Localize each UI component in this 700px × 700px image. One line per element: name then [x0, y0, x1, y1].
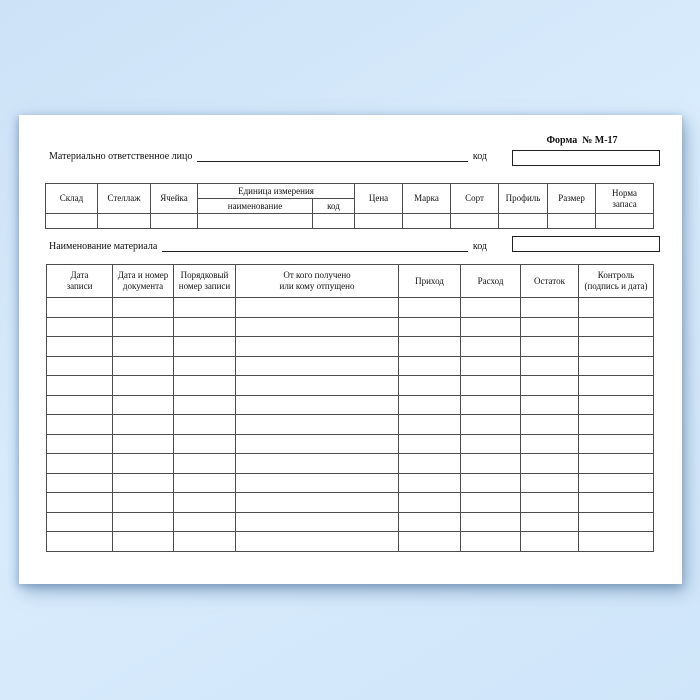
ledger-cell[interactable] — [47, 317, 113, 337]
ledger-cell[interactable] — [579, 473, 654, 493]
stock-ledger-table — [46, 264, 654, 552]
ledger-cell[interactable] — [521, 317, 579, 337]
ledger-cell[interactable] — [47, 532, 113, 552]
ledger-cell[interactable] — [521, 532, 579, 552]
ledger-cell[interactable] — [399, 298, 461, 318]
ledger-cell[interactable] — [399, 473, 461, 493]
ledger-cell[interactable] — [521, 376, 579, 396]
ledger-cell[interactable] — [461, 317, 521, 337]
ledger-cell[interactable] — [521, 493, 579, 513]
ledger-cell[interactable] — [236, 473, 399, 493]
ledger-cell[interactable] — [47, 473, 113, 493]
ledger-cell[interactable] — [113, 532, 174, 552]
ledger-cell[interactable] — [113, 434, 174, 454]
ledger-cell[interactable] — [521, 454, 579, 474]
ledger-cell[interactable] — [399, 356, 461, 376]
ledger-col-serial-number: Порядковый номер записи — [174, 265, 236, 298]
ledger-cell[interactable] — [461, 415, 521, 435]
ledger-cell[interactable] — [47, 454, 113, 474]
ledger-col-doc-date-number: Дата и номер документа — [113, 265, 174, 298]
ledger-col-control: Контроль (подпись и дата) — [579, 265, 654, 298]
ledger-col-expense: Расход — [461, 265, 521, 298]
ledger-cell[interactable] — [174, 415, 236, 435]
ledger-col-record-date: Дата записи — [47, 265, 113, 298]
ledger-cell[interactable] — [113, 337, 174, 357]
ledger-cell[interactable] — [113, 512, 174, 532]
spec-col-unit-code: код — [313, 199, 355, 214]
ledger-cell[interactable] — [579, 298, 654, 318]
material-name-label: Наименование материала — [49, 241, 158, 252]
ledger-cell[interactable] — [579, 434, 654, 454]
ledger-cell[interactable] — [174, 337, 236, 357]
ledger-cell[interactable] — [47, 376, 113, 396]
ledger-cell[interactable] — [236, 512, 399, 532]
ledger-cell[interactable] — [461, 493, 521, 513]
ledger-cell[interactable] — [236, 532, 399, 552]
ledger-cell[interactable] — [461, 356, 521, 376]
ledger-cell[interactable] — [174, 454, 236, 474]
ledger-cell[interactable] — [579, 454, 654, 474]
spec-col-rack: Стеллаж — [98, 184, 151, 214]
responsible-person-code-box[interactable] — [512, 150, 660, 166]
ledger-cell[interactable] — [461, 376, 521, 396]
spec-cell[interactable] — [596, 214, 654, 229]
ledger-cell[interactable] — [236, 298, 399, 318]
ledger-cell[interactable] — [47, 434, 113, 454]
ledger-col-income: Приход — [399, 265, 461, 298]
ledger-cell[interactable] — [521, 356, 579, 376]
ledger-cell[interactable] — [461, 532, 521, 552]
spec-cell[interactable] — [451, 214, 499, 229]
ledger-cell[interactable] — [521, 415, 579, 435]
responsible-person-label: Материально ответственное лицо — [49, 151, 193, 162]
ledger-cell[interactable] — [579, 317, 654, 337]
ledger-cell[interactable] — [399, 454, 461, 474]
ledger-cell[interactable] — [236, 415, 399, 435]
ledger-row — [47, 532, 654, 552]
material-name-code-label: код — [472, 241, 487, 252]
ledger-cell[interactable] — [236, 493, 399, 513]
ledger-cell[interactable] — [521, 298, 579, 318]
spec-col-brand: Марка — [403, 184, 451, 214]
ledger-cell[interactable] — [47, 512, 113, 532]
ledger-cell[interactable] — [399, 317, 461, 337]
ledger-cell[interactable] — [236, 434, 399, 454]
ledger-cell[interactable] — [174, 356, 236, 376]
ledger-col-received-issued: От кого получено или кому отпущено — [236, 265, 399, 298]
form-sheet — [19, 115, 682, 584]
spec-col-profile: Профиль — [499, 184, 548, 214]
ledger-cell[interactable] — [113, 356, 174, 376]
ledger-row — [47, 376, 654, 396]
spec-cell[interactable] — [198, 214, 313, 229]
spec-col-warehouse: Склад — [46, 184, 98, 214]
spec-cell[interactable] — [98, 214, 151, 229]
ledger-cell[interactable] — [461, 298, 521, 318]
ledger-cell[interactable] — [521, 434, 579, 454]
ledger-cell[interactable] — [521, 395, 579, 415]
ledger-cell[interactable] — [174, 512, 236, 532]
spec-cell[interactable] — [151, 214, 198, 229]
ledger-row — [47, 298, 654, 318]
responsible-person-input-line[interactable] — [197, 149, 467, 162]
ledger-cell[interactable] — [47, 493, 113, 513]
spec-col-unit-name: наименование — [198, 199, 313, 214]
spec-cell[interactable] — [499, 214, 548, 229]
material-name-input-line[interactable] — [162, 239, 467, 252]
ledger-col-balance: Остаток — [521, 265, 579, 298]
spec-cell[interactable] — [548, 214, 596, 229]
ledger-row — [47, 415, 654, 435]
responsible-person-row — [49, 147, 487, 163]
ledger-cell[interactable] — [236, 356, 399, 376]
ledger-cell[interactable] — [174, 434, 236, 454]
ledger-cell[interactable] — [461, 512, 521, 532]
ledger-row — [47, 356, 654, 376]
ledger-cell[interactable] — [399, 512, 461, 532]
form-number-label: Форма № М-17 — [546, 135, 618, 146]
ledger-cell[interactable] — [399, 395, 461, 415]
ledger-cell[interactable] — [579, 395, 654, 415]
ledger-cell[interactable] — [47, 415, 113, 435]
ledger-cell[interactable] — [174, 493, 236, 513]
ledger-cell[interactable] — [113, 473, 174, 493]
ledger-cell[interactable] — [174, 317, 236, 337]
spec-cell[interactable] — [355, 214, 403, 229]
ledger-cell[interactable] — [174, 395, 236, 415]
ledger-cell[interactable] — [47, 337, 113, 357]
spec-col-unit-group: Единица измерения — [198, 184, 355, 199]
ledger-cell[interactable] — [521, 473, 579, 493]
ledger-cell[interactable] — [579, 376, 654, 396]
material-spec-table — [45, 183, 654, 229]
ledger-cell[interactable] — [113, 298, 174, 318]
spec-col-cell: Ячейка — [151, 184, 198, 214]
ledger-cell[interactable] — [579, 493, 654, 513]
spec-cell[interactable] — [313, 214, 355, 229]
ledger-cell[interactable] — [579, 512, 654, 532]
spec-cell[interactable] — [46, 214, 98, 229]
ledger-cell[interactable] — [113, 395, 174, 415]
ledger-row — [47, 317, 654, 337]
ledger-body — [47, 298, 654, 552]
ledger-row — [47, 337, 654, 357]
ledger-cell[interactable] — [399, 434, 461, 454]
ledger-cell[interactable] — [236, 454, 399, 474]
ledger-cell[interactable] — [399, 415, 461, 435]
material-name-code-box[interactable] — [512, 236, 660, 252]
ledger-row — [47, 473, 654, 493]
ledger-cell[interactable] — [521, 337, 579, 357]
ledger-row — [47, 454, 654, 474]
spec-col-grade: Сорт — [451, 184, 499, 214]
ledger-cell[interactable] — [113, 454, 174, 474]
ledger-cell[interactable] — [399, 337, 461, 357]
ledger-cell[interactable] — [174, 532, 236, 552]
spec-col-stock-norm: Норма запаса — [596, 184, 654, 214]
spec-col-size: Размер — [548, 184, 596, 214]
ledger-cell[interactable] — [399, 376, 461, 396]
ledger-row — [47, 493, 654, 513]
ledger-cell[interactable] — [113, 376, 174, 396]
ledger-cell[interactable] — [174, 298, 236, 318]
spec-header-row-1 — [46, 184, 654, 199]
ledger-row — [47, 512, 654, 532]
ledger-cell[interactable] — [174, 473, 236, 493]
ledger-header-row — [47, 265, 654, 298]
ledger-row — [47, 395, 654, 415]
spec-cell[interactable] — [403, 214, 451, 229]
ledger-cell[interactable] — [461, 454, 521, 474]
ledger-cell[interactable] — [236, 395, 399, 415]
ledger-cell[interactable] — [461, 395, 521, 415]
ledger-cell[interactable] — [47, 356, 113, 376]
ledger-cell[interactable] — [113, 317, 174, 337]
ledger-cell[interactable] — [174, 376, 236, 396]
ledger-cell[interactable] — [236, 337, 399, 357]
ledger-cell[interactable] — [579, 356, 654, 376]
ledger-cell[interactable] — [579, 415, 654, 435]
ledger-cell[interactable] — [113, 415, 174, 435]
spec-col-price: Цена — [355, 184, 403, 214]
ledger-row — [47, 434, 654, 454]
ledger-cell[interactable] — [521, 512, 579, 532]
ledger-cell[interactable] — [47, 395, 113, 415]
ledger-cell[interactable] — [236, 317, 399, 337]
ledger-cell[interactable] — [47, 298, 113, 318]
material-name-row — [49, 237, 487, 253]
ledger-cell[interactable] — [236, 376, 399, 396]
ledger-cell[interactable] — [399, 493, 461, 513]
ledger-cell[interactable] — [579, 337, 654, 357]
ledger-cell[interactable] — [113, 493, 174, 513]
ledger-cell[interactable] — [399, 532, 461, 552]
spec-data-row — [46, 214, 654, 229]
ledger-cell[interactable] — [461, 337, 521, 357]
ledger-cell[interactable] — [461, 434, 521, 454]
ledger-cell[interactable] — [579, 532, 654, 552]
ledger-cell[interactable] — [461, 473, 521, 493]
responsible-person-code-label: код — [472, 151, 487, 162]
